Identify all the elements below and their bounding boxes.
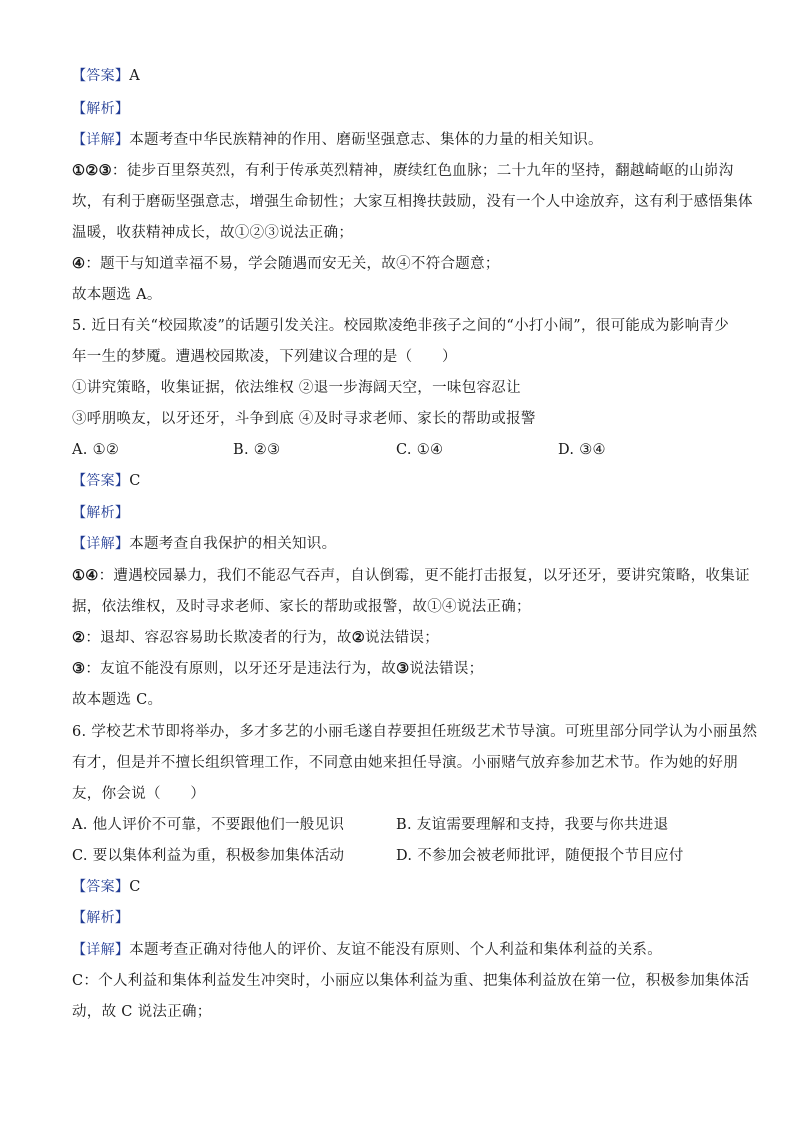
- question-stem: 5. 近日有关“校园欺凌”的话题引发关注。校园欺凌绝非孩子之间的“小打小闹”，很可能成为影响青少: [72, 318, 729, 334]
- conclusion-line: 故本题选 C。: [72, 692, 163, 708]
- answer-value: A: [129, 68, 140, 84]
- analysis-tag: 【解析】: [72, 910, 130, 926]
- paragraph-line: ④：题干与知道幸福不易，学会随遇而安无关，故④不符合题意；: [72, 255, 500, 272]
- paragraph-line: 坎，有利于磨砺坚强意志，增强生命韧性；大家互相搀扶鼓励，没有一个人中途放弃，这有利于感悟集体: [72, 194, 753, 210]
- paragraph-line: C：个人利益和集体利益发生冲突时，小丽应以集体利益为重、把集体利益放在第一位，积极参加集体活: [72, 973, 750, 989]
- paragraph-line: ①②③：徒步百里祭英烈，有利于传承英烈精神，赓续红色血脉；二十九年的坚持，翻越崎岖的山峁沟: [72, 162, 734, 179]
- option-d: D. ③④: [558, 442, 606, 458]
- paragraph-line: 据，依法维权，及时寻求老师、家长的帮助或报警，故①④说法正确；: [72, 599, 531, 615]
- answer-value: C: [129, 473, 141, 489]
- conclusion-line: 故本题选 A。: [72, 287, 162, 303]
- answer-line: 【答案】C: [72, 473, 141, 489]
- option-a: A. 他人评价不可靠，不要跟他们一般见识: [72, 817, 345, 833]
- option-d: D. 不参加会被老师批评，随便报个节目应付: [396, 848, 684, 864]
- option-a: A. ①②: [72, 442, 120, 458]
- paragraph-line: 温暖，收获精神成长，故①②③说法正确；: [72, 225, 354, 241]
- paragraph-line: 动，故 C 说法正确；: [72, 1004, 212, 1020]
- option-c: C. 要以集体利益为重，积极参加集体活动: [72, 848, 345, 864]
- question-stem: 友，你会说（ ）: [72, 786, 206, 802]
- answer-line: 【答案】C: [72, 879, 141, 895]
- option-b: B. ②③: [233, 442, 281, 458]
- answer-line: [72, 66, 140, 86]
- answer-value: C: [129, 879, 141, 895]
- question-stem: 年一生的梦魇。遭遇校园欺凌，下列建议合理的是（ ）: [72, 349, 457, 365]
- question-items: ①讲究策略，收集证据，依法维权 ②退一步海阔天空，一味包容忍让: [72, 380, 521, 396]
- paragraph-line: ②：退却、容忍容易助长欺凌者的行为，故②说法错误；: [72, 629, 440, 646]
- paragraph-line: ①④：遭遇校园暴力，我们不能忍气吞声，自认倒霉，更不能打击报复，以牙还牙，要讲究策略，收集证: [72, 567, 750, 584]
- question-items: ③呼朋唤友，以牙还牙，斗争到底 ④及时寻求老师、家长的帮助或报警: [72, 411, 536, 427]
- analysis-tag: 【解析】: [72, 505, 130, 521]
- analysis-tag: 【解析】: [72, 101, 130, 117]
- detail-line: 【详解】本题考查自我保护的相关知识。: [72, 536, 337, 552]
- detail-line: 【详解】本题考查正确对待他人的评价、友谊不能没有原则、个人利益和集体利益的关系。: [72, 942, 662, 958]
- question-stem: 6. 学校艺术节即将举办，多才多艺的小丽毛遂自荐要担任班级艺术节导演。可班里部分同学认为小丽虽然: [72, 724, 758, 740]
- question-stem: 有才，但是并不擅长组织管理工作，不同意由她来担任导演。小丽赌气放弃参加艺术节。作为她的好朋: [72, 755, 738, 771]
- answer-tag: 【答案】: [72, 68, 130, 84]
- option-c: C. ①④: [396, 442, 444, 458]
- paragraph-line: ③：友谊不能没有原则，以牙还牙是违法行为，故③说法错误；: [72, 660, 484, 677]
- detail-line: 【详解】本题考查中华民族精神的作用、磨砺坚强意志、集体的力量的相关知识。: [72, 132, 603, 148]
- option-b: B. 友谊需要理解和支持，我要与你共进退: [396, 817, 669, 833]
